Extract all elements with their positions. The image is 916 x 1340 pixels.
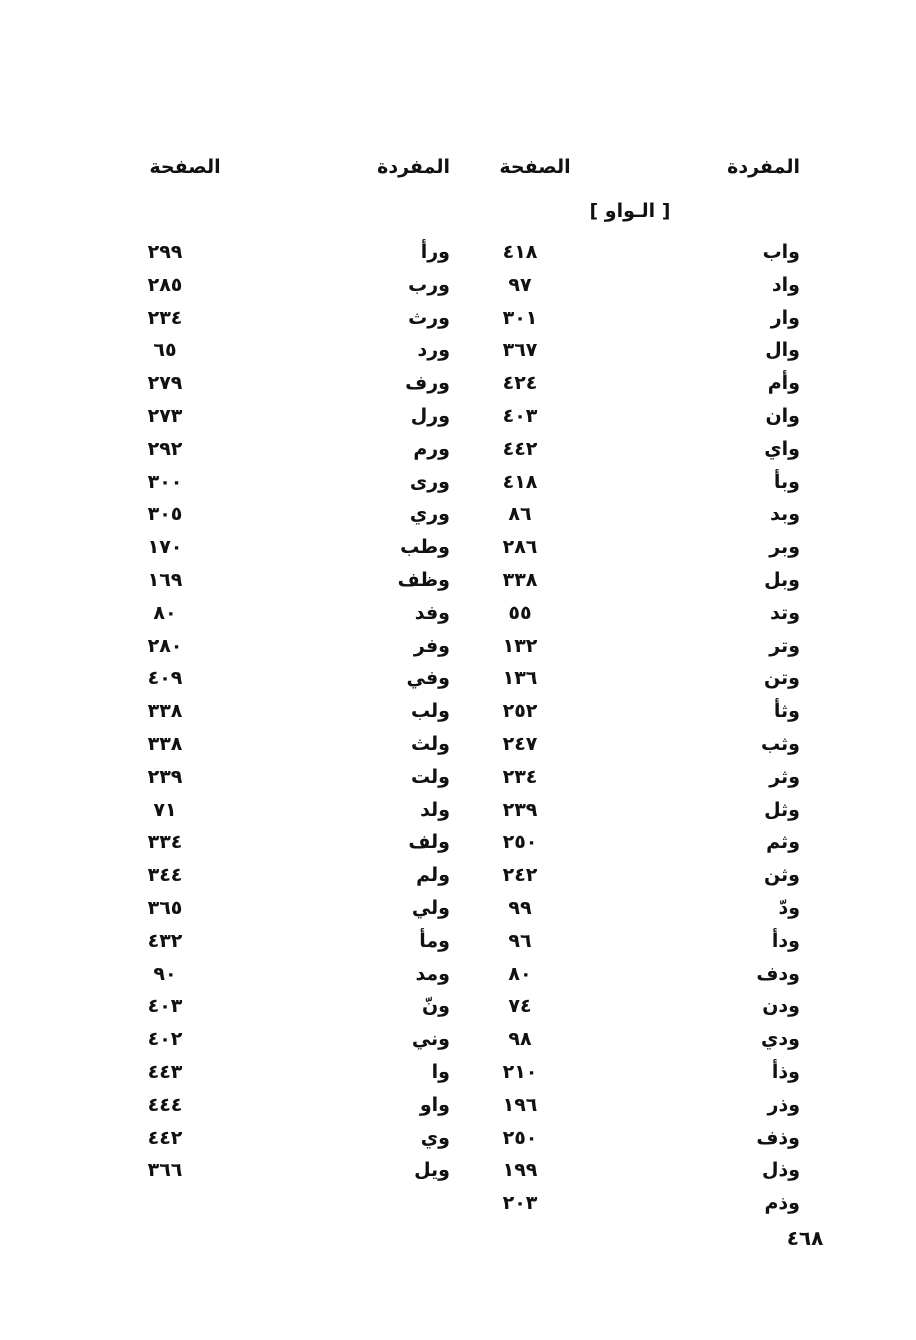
index-page-number: ٨٦ [508, 503, 532, 526]
index-word: وثل [764, 798, 800, 821]
index-page-number: ٢٩٩ [147, 241, 183, 263]
index-page-number: ٣٦٥ [147, 896, 183, 919]
index-word: واد [771, 273, 800, 296]
index-page-number: ٢٣٩ [502, 798, 538, 821]
right-words-column [700, 237, 800, 1221]
index-page-number: ٢٨٠ [147, 634, 183, 657]
index-word: وذر [767, 1093, 800, 1116]
index-page-number: ٤١٨ [502, 241, 538, 263]
index-word: ورد [417, 339, 450, 362]
index-page-number: ٨٠ [153, 601, 177, 624]
index-word: وي [420, 1126, 450, 1149]
index-page-number: ٣٤٤ [147, 864, 183, 887]
index-word: ولم [416, 864, 450, 887]
page-number: ٤٦٨ [786, 1226, 824, 1250]
index-word: ودف [756, 962, 800, 985]
index-word: ويل [414, 1159, 450, 1182]
index-page-number: ٢٨٦ [502, 536, 538, 559]
index-word: ورث [408, 306, 450, 329]
index-word: وظف [397, 568, 450, 591]
index-page-number: ١٣٦ [502, 667, 538, 690]
index-page-number: ٤٤٤ [147, 1093, 183, 1116]
index-word: وتن [763, 667, 800, 690]
index-page-number: ٣٠١ [502, 306, 538, 329]
index-word: ولد [420, 798, 450, 821]
index-page-number: ٢٠٣ [502, 1192, 538, 1215]
index-page-number: ٤٤٢ [147, 1126, 183, 1149]
section-title: [ الـواو ] [589, 200, 671, 222]
index-word: واو [419, 1093, 450, 1116]
index-page-number: ٢٩٢ [147, 437, 183, 460]
index-page-number: ٩٠ [153, 962, 177, 985]
index-page-number: ٣٠٥ [147, 503, 183, 526]
index-word: واي [764, 437, 800, 460]
index-word: وذأ [771, 1060, 800, 1083]
index-word: وري [409, 503, 450, 526]
index-page-number: ٣٣٨ [147, 732, 183, 755]
index-word: ورب [408, 273, 450, 296]
index-page-number: ٢٤٢ [502, 864, 538, 887]
index-page-number: ٣٣٨ [147, 700, 183, 723]
index-page-number: ٤٤٣ [147, 1060, 183, 1083]
index-word: ودي [761, 1028, 800, 1051]
index-page-number: ٧٤ [508, 995, 532, 1018]
index-word: واب [762, 241, 800, 263]
index-word: وبد [770, 503, 800, 526]
index-word: وار [770, 306, 800, 329]
index-page-number: ١٦٩ [147, 568, 183, 591]
index-word: ورل [410, 404, 450, 427]
index-page-number: ٣٠٠ [147, 470, 183, 493]
index-word: وبأ [773, 470, 800, 493]
header-word-right: المفردة [727, 156, 800, 178]
index-word: وذم [764, 1192, 800, 1215]
index-page-number: ٤١٨ [502, 470, 538, 493]
index-word: وثر [769, 765, 800, 788]
index-page-number: ٥٥ [508, 601, 532, 624]
index-word: ولف [408, 831, 450, 854]
left-words-column [340, 237, 450, 1188]
index-page-number: ٢٣٤ [502, 765, 538, 788]
index-word: ومأ [419, 929, 450, 952]
index-word: وطب [400, 536, 450, 559]
index-word: وبل [764, 568, 800, 591]
header-word-left: المفردة [377, 156, 450, 178]
index-word: ولي [411, 896, 450, 919]
index-word: وتد [770, 601, 800, 624]
index-word: ولت [410, 765, 450, 788]
index-page-number: ٤٠٢ [147, 1028, 183, 1051]
index-page-number: ٩٨ [508, 1028, 532, 1051]
index-page-number: ٣٦٦ [147, 1159, 183, 1182]
index-word: وني [411, 1028, 450, 1051]
index-word: وذف [756, 1126, 800, 1149]
index-word: وفي [406, 667, 450, 690]
index-page-number: ٣٣٨ [502, 568, 538, 591]
index-page-number: ١٣٢ [502, 634, 538, 657]
index-word: وان [765, 404, 800, 427]
index-page-number: ٦٥ [153, 339, 177, 362]
index-word: وثب [760, 732, 800, 755]
index-page-number: ٤٠٩ [147, 667, 183, 690]
index-page-number: ٩٦ [508, 929, 532, 952]
index-page-number: ٩٧ [508, 273, 532, 296]
index-word: وبر [769, 536, 800, 559]
index-page-number: ٢٨٥ [147, 273, 183, 296]
index-page-number: ٢٣٤ [147, 306, 183, 329]
index-page-number: ٣٦٧ [502, 339, 538, 362]
index-page-number: ٧١ [153, 798, 177, 821]
index-page-number: ٢١٠ [502, 1060, 538, 1083]
index-word: وثن [763, 864, 800, 887]
index-page-number: ٤٢٤ [502, 372, 538, 395]
index-word: وأم [767, 372, 800, 395]
index-word: ودن [762, 995, 800, 1018]
index-word: ولث [410, 732, 450, 755]
index-page-number: ٤٣٢ [147, 929, 183, 952]
index-word: ورف [405, 372, 450, 395]
index-word: ونّ [421, 995, 450, 1018]
index-page-number: ٢٥٠ [502, 1126, 538, 1149]
index-word: ورى [409, 470, 450, 493]
index-word: وثأ [773, 700, 800, 723]
left-pages-column [133, 237, 197, 1188]
right-pages-column [488, 237, 552, 1221]
index-word: ودأ [771, 929, 800, 952]
index-page-number: ٢٧٩ [147, 372, 183, 395]
header-page-right: الصفحة [499, 156, 571, 178]
index-page-number: ٤٠٣ [147, 995, 183, 1018]
index-page-number: ٤٠٣ [502, 404, 538, 427]
index-page-number: ٤٤٢ [502, 437, 538, 460]
index-page-number: ٢٥٢ [502, 700, 538, 723]
index-word: ورم [413, 437, 450, 460]
index-word: وتر [769, 634, 800, 657]
index-page-number: ١٧٠ [147, 536, 183, 559]
index-page-number: ٣٣٤ [147, 831, 183, 854]
index-page-number: ٩٩ [508, 896, 532, 919]
index-word: وذل [761, 1159, 800, 1182]
index-page-number: ٢٣٩ [147, 765, 183, 788]
header-page-left: الصفحة [149, 156, 221, 178]
index-page-number: ١٩٩ [502, 1159, 538, 1182]
index-word: ومد [415, 962, 450, 985]
index-word: ولب [410, 700, 450, 723]
index-word: وال [765, 339, 800, 362]
index-word: وثم [766, 831, 800, 854]
index-word: وا [431, 1060, 450, 1083]
index-word: ودّ [778, 896, 800, 919]
index-word: وفد [414, 601, 450, 624]
index-page-number: ٢٧٣ [147, 404, 183, 427]
index-page-number: ٢٤٧ [502, 732, 538, 755]
index-word: ورأ [420, 241, 450, 263]
index-page-number: ١٩٦ [502, 1093, 538, 1116]
index-page-number: ٨٠ [508, 962, 532, 985]
index-word: وفر [413, 634, 450, 657]
index-page-number: ٢٥٠ [502, 831, 538, 854]
